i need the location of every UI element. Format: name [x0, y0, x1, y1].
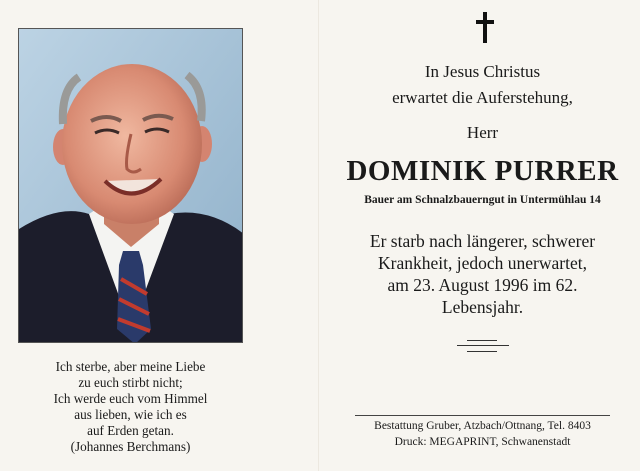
poem-line: Ich sterbe, aber meine Liebe [55, 359, 206, 374]
resurrection-line: erwartet die Auferstehung, [392, 88, 573, 107]
poem-attribution: (Johannes Berchmans) [70, 439, 191, 454]
latin-cross-icon [475, 12, 495, 44]
triple-line-ornament-icon [457, 340, 509, 356]
funeral-home-line: Bestattung Gruber, Atzbach/Ottnang, Tel. 8403 [374, 420, 591, 432]
poem-line: aus lieben, wie ich es [74, 407, 187, 422]
poem-line: zu euch stirbt nicht; [78, 375, 183, 390]
portrait-photo [18, 28, 243, 343]
death-notice-line: Er starb nach längerer, schwerer [369, 231, 596, 251]
death-notice-line: Lebensjahr. [441, 297, 524, 317]
death-notice-line: Krankheit, jedoch unerwartet, [378, 253, 587, 273]
notice-panel [330, 0, 635, 471]
salutation: Herr [466, 123, 499, 142]
occupation-line: Bauer am Schnalzbauerngut in Untermühlau 14 [364, 194, 601, 206]
poem-line: auf Erden getan. [87, 423, 174, 438]
faith-line: In Jesus Christus [424, 62, 541, 81]
memorial-poem [18, 359, 243, 455]
death-notice [330, 230, 635, 318]
death-notice-line: am 23. August 1996 im 62. [387, 275, 578, 295]
deceased-name: DOMINIK PURRER [346, 155, 619, 187]
card-fold [318, 0, 319, 471]
poem-line: Ich werde euch vom Himmel [53, 391, 208, 406]
printer-line: Druck: MEGAPRINT, Schwanenstadt [394, 436, 571, 448]
footer-divider [355, 415, 610, 416]
